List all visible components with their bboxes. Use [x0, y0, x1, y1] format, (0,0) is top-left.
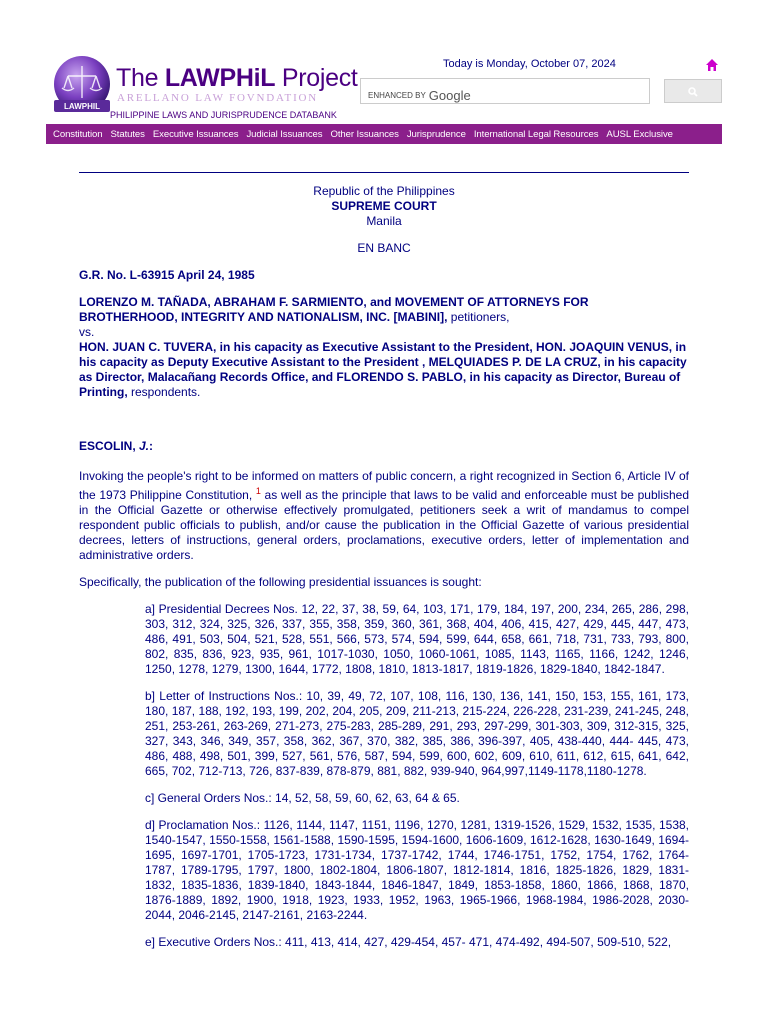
nav-executive-issuances[interactable]: Executive Issuances: [152, 128, 239, 140]
search-button[interactable]: [664, 79, 722, 103]
paragraph-2: Specifically, the publication of the following presidential issuances is sought:: [79, 575, 482, 589]
databank-subtitle: PHILIPPINE LAWS AND JURISPRUDENCE DATABANK: [110, 110, 337, 120]
ponente: ESCOLIN, J.:: [79, 439, 154, 453]
nav-judicial-issuances[interactable]: Judicial Issuances: [246, 128, 323, 140]
search-input[interactable]: [360, 78, 650, 104]
case-document: [79, 184, 689, 950]
court-name: SUPREME COURT: [331, 199, 437, 213]
versus: vs.: [79, 325, 95, 339]
today-date: Today is Monday, October 07, 2024: [443, 58, 616, 70]
list-item: a] Presidential Decrees Nos. 12, 22, 37, 38, 59, 64, 103, 171, 179, 184, 197, 200, 234, 265, 286, 298, 303, 312, 324, 325, 326, 337, 355, 358, 359, 360, 361, 368, 404, 406, 415, 427, 429, 445, 447, 473, 486, 491, 503, 504, 521, 528, 551, 566, 573, 574, 594, 599, 644, 658, 661, 718, 731, 733, 793, 800, 802, 835, 836, 923, 935, 961, 1017-1030, 1050, 1060-1061, 1085, 1143, 1165, 1166, 1242, 1246, 1250, 1278, 1279, 1300, 1644, 1772, 1808, 1810, 1813-1817, 1819-1826, 1829-1840, 1842-1847.: [145, 602, 689, 676]
respondents: HON. JUAN C. TUVERA, in his capacity as Executive Assistant to the President, HON. JOAQUIN VENUS, in his capacity as Deputy Executive Assistant to the President , MELQUIADES P. DE LA CRUZ, in his capacity as Director, Malacañang Records Office, and FLORENDO S. PABLO, in his capacity as Director, Bureau of Printing, respondents.: [79, 340, 687, 399]
header-divider: [79, 172, 689, 173]
nav-jurisprudence[interactable]: Jurisprudence: [406, 128, 466, 140]
home-icon[interactable]: [705, 58, 719, 72]
nav-other-issuances[interactable]: Other Issuances: [330, 128, 399, 140]
list-item: b] Letter of Instructions Nos.: 10, 39, 49, 72, 107, 108, 116, 130, 136, 141, 150, 153, 155, 161, 173, 180, 187, 188, 192, 193, 199, 202, 204, 205, 209, 211-213, 215-224, 226-228, 231-239, 241-245, 248, 251, 253-261, 263-269, 271-273, 275-283, 285-289, 291, 293, 297-299, 301-303, 309, 312-315, 325, 327, 343, 346, 349, 357, 358, 362, 367, 370, 382, 385, 386, 396-397, 405, 438-440, 444- 445, 473, 486, 488, 498, 501, 399, 527, 561, 576, 587, 594, 599, 600, 602, 609, 610, 611, 612, 615, 641, 642, 665, 702, 712-713, 726, 837-839, 878-879, 881, 882, 939-940, 964,997,1149-1178,1180-1278.: [145, 689, 689, 778]
petitioners: LORENZO M. TAÑADA, ABRAHAM F. SARMIENTO, and MOVEMENT OF ATTORNEYS FOR BROTHERHOOD, INTEGRITY AND NATIONALISM, INC. [MABINI], petitioners,: [79, 295, 589, 324]
paragraph-1: Invoking the people's right to be informed on matters of public concern, a right recognized in Section 6, Article IV of the 1973 Philippine Constitution, $^1$ as well as the principle that laws to be valid and enforceable must be published in the Official Gazette or otherwise effectively promulgated, petitioners seek a writ of mandamus to compel respondent public officials to publish, and/or cause the publication in the Official Gazette of various presidential decrees, letters of instructions, general orders, proclamations, executive orders, letter of implementation and administrative orders.: [79, 469, 690, 562]
search-branding: ENHANCED BY Google: [368, 88, 471, 103]
list-item: c] General Orders Nos.: 14, 52, 58, 59, 60, 62, 63, 64 & 65.: [145, 791, 460, 805]
site-title: The LAWPHiL Project: [116, 64, 358, 92]
republic-line: Republic of the Philippines: [313, 184, 455, 198]
lawphil-logo[interactable]: [48, 54, 116, 120]
footnote-link[interactable]: 1: [255, 486, 261, 496]
nav-statutes[interactable]: Statutes: [110, 128, 145, 140]
logo-text: LAWPHIL: [64, 102, 100, 111]
court-city: Manila: [366, 214, 402, 228]
nav-international-legal-resources[interactable]: International Legal Resources: [473, 128, 599, 140]
list-item: d] Proclamation Nos.: 1126, 1144, 1147, 1151, 1196, 1270, 1281, 1319-1526, 1529, 1532, 1535, 1538, 1540-1547, 1550-1558, 1561-1588, 1590-1595, 1594-1600, 1606-1609, 1612-1628, 1630-1649, 1694-1695, 1697-1701, 1705-1723, 1731-1734, 1737-1742, 1744, 1746-1751, 1752, 1754, 1762, 1764-1787, 1789-1795, 1797, 1800, 1802-1804, 1806-1807, 1812-1814, 1816, 1825-1826, 1829, 1831-1832, 1835-1836, 1839-1840, 1843-1844, 1846-1847, 1849, 1853-1858, 1860, 1866, 1868, 1870, 1876-1889, 1892, 1900, 1918, 1923, 1933, 1952, 1963, 1965-1966, 1968-1984, 1986-2028, 2030-2044, 2046-2145, 2147-2161, 2163-2244.: [145, 818, 689, 922]
division: EN BANC: [357, 241, 411, 255]
magnifier-icon: [665, 80, 723, 104]
nav-ausl-exclusive[interactable]: AUSL Exclusive: [606, 128, 673, 140]
main-nav: [46, 124, 722, 144]
list-item: e] Executive Orders Nos.: 411, 413, 414, 427, 429-454, 457- 471, 474-492, 494-507, 509-510, 522,: [145, 935, 672, 949]
foundation-name: ARELLANO LAW FOVNDATION: [117, 92, 319, 104]
case-number: G.R. No. L-63915 April 24, 1985: [79, 268, 255, 282]
nav-constitution[interactable]: Constitution: [53, 128, 103, 140]
